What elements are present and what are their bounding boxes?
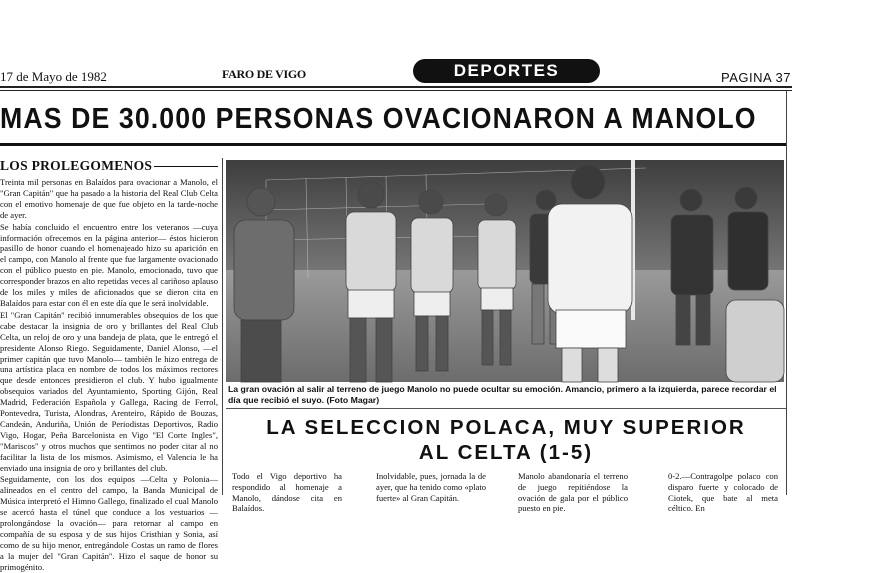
photo-illustration — [226, 160, 784, 382]
article-paragraph: Se había concluido el encuentro entre los veteranos —cuya información ofrecemos en la página anterior— éstos hicieron pasillo de honor cuando el homenajeado hizo su aparición en el campo, con Manolo al frente que fue largamente ovacionado con el público puesto en pie. Manolo, emocionado, tuvo que corresponder brazos en alto repetidas veces al cariñoso aplauso de los miles y miles de aficionados que se dieron cita en Balaídos para estar con él en este día que le será inolvidable. — [0, 221, 218, 308]
article-paragraph: Seguidamente, con los dos equipos —Celta y Polonia— alineados en el centro del campo, la Banda Municipal de Música interpretó el Himno Gallego, finalizado el cual Manolo se acercó hasta el túnel que conduce a los vestuarios —prolongándose la ovación— para retornar al campo en compañía de su esposa y de sus hijos Cristhian y Sonia, así como de su hijo menor, entregándole Costas un ramo de flores a la mujer del "Gran Capitán". Hizo el saque de honor su primogénito. — [0, 474, 218, 572]
article-paragraph: El "Gran Capitán" recibió innumerables obsequios de los que cabe destacar la insignia de oro y brillantes del Real Club Celta, un reloj de oro y una bandeja de plata, que le entregó el presidente Alonso Riego. Seguidamente, Daniel Alonso, —el primer capitán que tuvo Manolo— también le hizo entrega de una artística placa en nombre de todos los máximos rectores que desde entonces presidieron el club. Y hubo igualmente obsequios variados del Ayuntamiento, Sporting Gijón, Real Madrid, Federación Española y Gallega, Racing de Ferrol, Pontevedra, Turista, Alondras, Arenteiro, Rápido de Bouzas, Candeán, Anduriña, Unión de Periodistas Deportivos, Radio Vigo, Hogar, Peña Barcelonista en Vigo "El Corte Ingles", "Mariscos" y otros muchos que sentimos no poder citar al no facilitar la lista de los mismos. Asimismo, el Valencia le ha enviado una insignia de oro y brillantes del club. — [0, 309, 218, 473]
left-article-heading — [0, 158, 218, 174]
page-border-right — [786, 90, 787, 495]
left-article — [0, 158, 218, 572]
main-headline: MAS DE 30.000 PERSONAS OVACIONARON A MANOLO — [0, 103, 757, 135]
secondary-headline-line1: LA SELECCION POLACA, MUY SUPERIOR — [266, 416, 746, 439]
issue-date: 17 de Mayo de 1982 — [0, 69, 107, 84]
left-article-heading-text: LOS PROLEGOMENOS — [0, 158, 153, 173]
secondary-headline — [226, 415, 786, 465]
match-photo — [226, 160, 784, 382]
heading-rule — [154, 166, 218, 167]
section-banner — [413, 59, 600, 83]
article-column-1: Todo el Vigo deportivo ha respondido al homenaje a Manolo, dándose cita en Balaídos. — [232, 471, 342, 514]
header-rule — [0, 86, 792, 88]
photo-caption: La gran ovación al salir al terreno de juego Manolo no puede ocultar su emoción. Amancio, primero a la izquierda, parece recordar el día que recibió el suyo. (Foto Magar) — [228, 384, 777, 405]
headline-rule — [0, 143, 786, 146]
secondary-headline-line2: AL CELTA (1-5) — [418, 441, 594, 464]
caption-rule — [226, 408, 786, 409]
article-column-4: 0-2.—Contragolpe polaco con disparo fuerte y colocado de Ciotek, que bate al meta céltico. En — [668, 471, 778, 514]
article-column-3: Manolo abandonaría el terreno de juego repitiéndose la ovación de gala por el público puesto en pie. — [518, 471, 628, 514]
header-rule-thin — [0, 90, 792, 91]
column-divider — [222, 158, 223, 495]
newspaper-masthead: FARO DE VIGO — [222, 67, 306, 81]
section-label: DEPORTES — [453, 61, 560, 80]
article-paragraph: Treinta mil personas en Balaídos para ovacionar a Manolo, el "Gran Capitán" que ha pasado a la historia del Real Club Celta con el emotivo homenaje de que fue objeto en la tarde-noche de ayer. — [0, 177, 218, 220]
article-column-2: Inolvidable, pues, jornada la de ayer, que ha tenido como «plato fuerte» al Gran Capitán. — [376, 471, 486, 503]
page-number: PAGINA 37 — [721, 70, 792, 85]
